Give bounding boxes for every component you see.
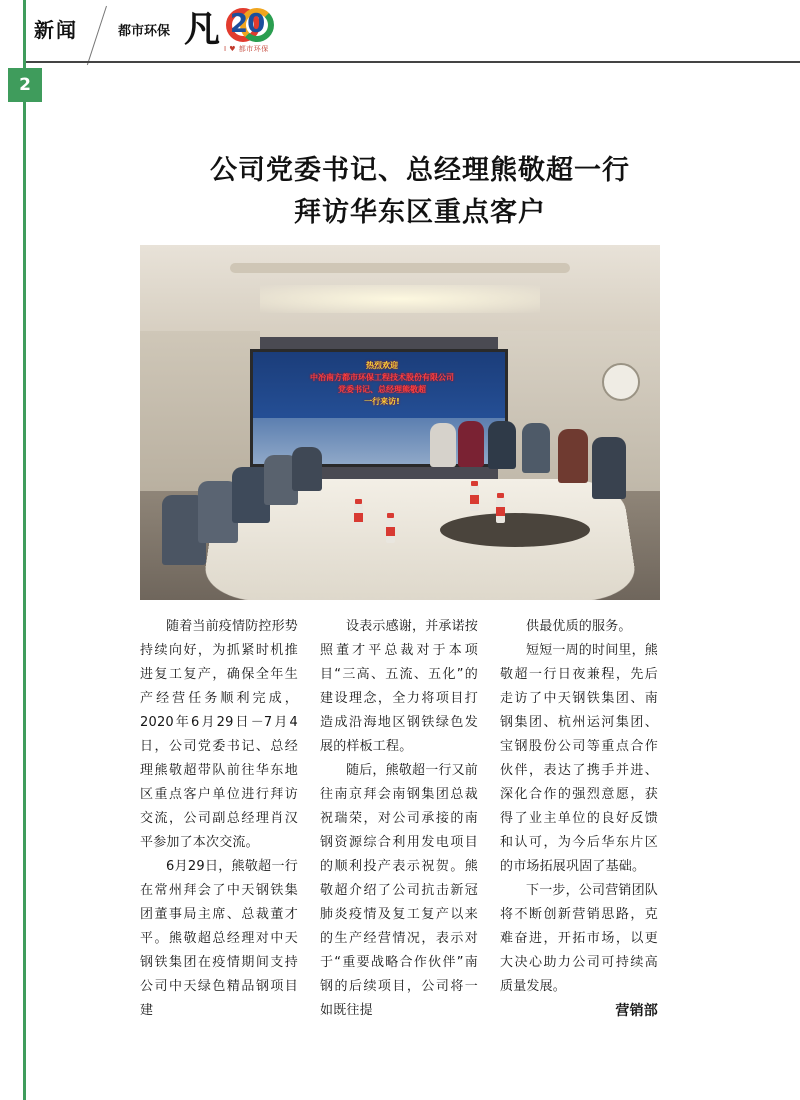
photo-person bbox=[558, 429, 588, 483]
body-column-2 bbox=[320, 615, 478, 1025]
anniversary-logo bbox=[222, 6, 318, 58]
photo-table-center bbox=[440, 513, 590, 547]
paragraph: 随着当前疫情防控形势持续向好，为抓紧时机推进复工复产，确保全年生产经营任务顺利完成，2020年6月29日－7月4日，公司党委书记、总经理熊敬超带队前往华东地区重点客户单位进行拜访交流，公司副总经理肖汉平参加了本次交流。 bbox=[140, 619, 299, 850]
photo-person bbox=[522, 423, 550, 473]
paragraph: 随后，熊敬超一行又前往南京拜会南钢集团总裁祝瑞荣，对公司承接的南钢资源综合利用发电项目的顺利投产表示祝贺。熊敬超介绍了公司抗击新冠肺炎疫情及复工复产以来的生产经营情况，表示对于“重要战略合作伙伴”南钢的后续项目，公司将一如既往提 bbox=[320, 763, 479, 1018]
article-body bbox=[140, 615, 660, 1025]
photo-wall-clock-icon bbox=[602, 363, 640, 401]
body-column-3 bbox=[500, 615, 658, 1025]
anniversary-number: 20 bbox=[230, 9, 265, 39]
paragraph: 供最优质的服务。 bbox=[526, 619, 632, 634]
photo-person bbox=[458, 421, 484, 467]
company-logo bbox=[118, 8, 221, 56]
photo-ceiling-glow bbox=[260, 285, 540, 313]
section-label: 新闻 bbox=[34, 18, 78, 42]
screen-line-2: 中冶南方都市环保工程技术股份有限公司 bbox=[310, 373, 454, 382]
headline-line-2: 拜访华东区重点客户 bbox=[294, 197, 546, 228]
anniversary-subtitle: I ♥ 都市环保 bbox=[224, 45, 269, 53]
photo-water-bottle bbox=[470, 485, 479, 511]
photo-screen-text bbox=[259, 360, 505, 408]
article-photo bbox=[140, 245, 660, 600]
photo-water-bottle bbox=[354, 503, 363, 529]
photo-ceiling-light bbox=[230, 263, 570, 273]
photo-water-bottle bbox=[386, 517, 395, 543]
body-column-1 bbox=[140, 615, 298, 1025]
masthead-rule bbox=[26, 61, 800, 63]
masthead bbox=[26, 0, 800, 62]
photo-person bbox=[488, 421, 516, 469]
headline-line-1: 公司党委书记、总经理熊敬超一行 bbox=[210, 155, 630, 186]
page-number: 2 bbox=[8, 68, 42, 102]
screen-line-4: 一行来访! bbox=[364, 397, 400, 406]
photo-water-bottle bbox=[496, 497, 505, 523]
photo-person bbox=[430, 423, 456, 467]
photo-person bbox=[292, 447, 322, 491]
article-signature: 营销部 bbox=[615, 1003, 658, 1019]
screen-line-1: 热烈欢迎 bbox=[366, 361, 398, 370]
paragraph: 短短一周的时间里，熊敬超一行日夜兼程，先后走访了中天钢铁集团、南钢集团、杭州运河集团、宝钢股份公司等重点合作伙伴，表达了携手并进、深化合作的强烈意愿，获得了业主单位的良好反馈和认可，为今后华东片区的市场拓展巩固了基础。 bbox=[500, 643, 659, 874]
left-green-rule bbox=[23, 0, 26, 1100]
company-logo-mark: 凡 bbox=[184, 9, 221, 50]
masthead-divider bbox=[87, 6, 107, 65]
paragraph: 6月29日，熊敬超一行在常州拜会了中天钢铁集团董事局主席、总裁董才平。熊敬超总经理对中天钢铁集团在疫情期间支持公司中天绿色精品钢项目建 bbox=[140, 859, 298, 1018]
page-title bbox=[110, 150, 730, 234]
paragraph: 设表示感谢，并承诺按照董才平总裁对于本项目“三高、五流、五化”的建设理念，全力将项目打造成沿海地区钢铁绿色发展的样板工程。 bbox=[320, 619, 479, 754]
screen-line-3: 党委书记、总经理熊敬超 bbox=[338, 385, 426, 394]
photo-person bbox=[592, 437, 626, 499]
paragraph: 下一步，公司营销团队将不断创新营销思路，克难奋进，开拓市场，以更大决心助力公司可持续高质量发展。 bbox=[500, 883, 659, 994]
company-logo-text: 都市环保 bbox=[118, 20, 170, 39]
